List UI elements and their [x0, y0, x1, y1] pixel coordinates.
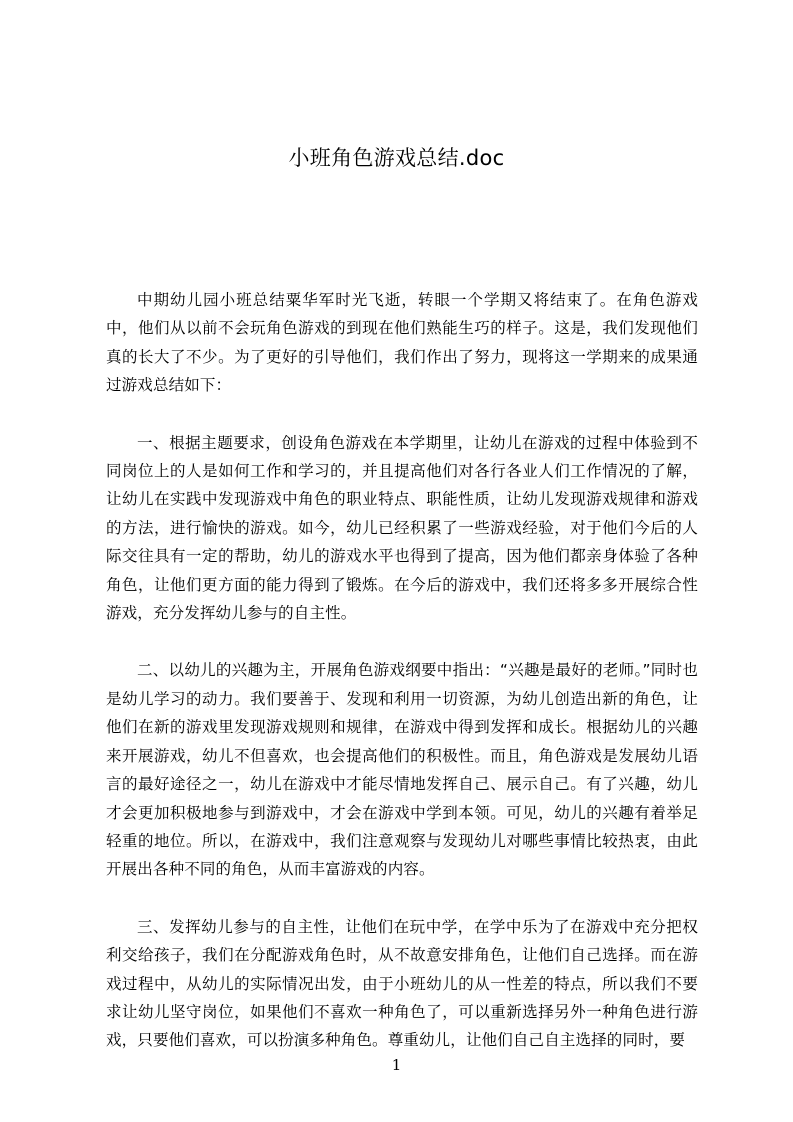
paragraph-section-3: 三、发挥幼儿参与的自主性，让他们在玩中学，在学中乐为了在游戏中充分把权利交给孩子，我们在分配游戏角色时，从不故意安排角色，让他们自己选择。而在游戏过程中，从幼儿的实际情况出发，由于小班幼儿的从一性差的特点，所以我们不要求让幼儿坚守岗位，如果他们不喜欢一种角色了，可以重新选择另外一种角色进行游戏，只要他们喜欢，可以扮演多种角色。尊重幼儿，让他们自己自主选择的同时，要 — [106, 917, 698, 1050]
paragraph-section-1: 一、根据主题要求，创设角色游戏在本学期里，让幼儿在游戏的过程中体验到不同岗位上的人是如何工作和学习的，并且提高他们对各行各业人们工作情况的了解，让幼儿在实践中发现游戏中角色的职业特点、职能性质，让幼儿发现游戏规律和游戏的方法，进行愉快的游戏。如今，幼儿已经积累了一些游戏经验，对于他们今后的人际交往具有一定的帮助，幼儿的游戏水平也得到了提高，因为他们都亲身体验了各种角色，让他们更方面的能力得到了锻炼。在今后的游戏中，我们还将多多开展综合性游戏，充分发挥幼儿参与的自主性。 — [106, 433, 698, 623]
document-body — [106, 286, 698, 1084]
page-number: 1 — [391, 1056, 402, 1074]
document-title: 小班角色游戏总结.doc — [288, 146, 505, 170]
paragraph-intro: 中期幼儿园小班总结粟华军时光飞逝，转眼一个学期又将结束了。在角色游戏中，他们从以前不会玩角色游戏的到现在他们熟能生巧的样子。这是，我们发现他们真的长大了不少。为了更好的引导他们，我们作出了努力，现将这一学期来的成果通过游戏总结如下： — [106, 291, 698, 395]
paragraph-section-2: 二、以幼儿的兴趣为主，开展角色游戏纲要中指出：“兴趣是最好的老师。”同时也是幼儿学习的动力。我们要善于、发现和利用一切资源，为幼儿创造出新的角色，让他们在新的游戏里发现游戏规则和规律，在游戏中得到发挥和成长。根据幼儿的兴趣来开展游戏，幼儿不但喜欢，也会提高他们的积极性。而且，角色游戏是发展幼儿语言的最好途径之一，幼儿在游戏中才能尽情地发挥自己、展示自己。有了兴趣，幼儿才会更加积极地参与到游戏中，才会在游戏中学到本领。可见，幼儿的兴趣有着举足轻重的地位。所以，在游戏中，我们注意观察与发现幼儿对哪些事情比较热衷，由此开展出各种不同的角色，从而丰富游戏的内容。 — [106, 661, 698, 879]
